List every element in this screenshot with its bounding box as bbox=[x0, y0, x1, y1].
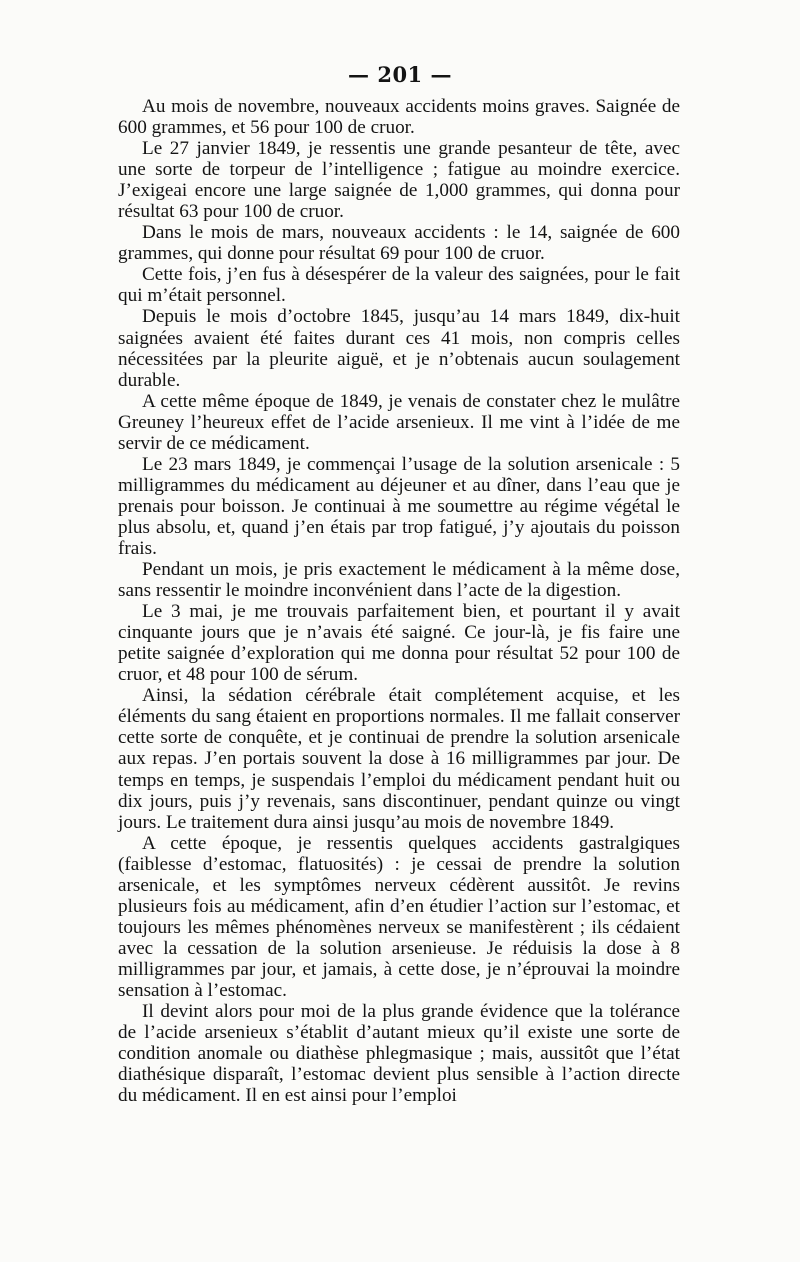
paragraph-sedation: Ainsi, la sédation cérébrale était complétement acquise, et les éléments du sang étaient en proportions normales. Il me fallait conserver cette sorte de conquête, et je continuai de prendre la solution arsenicale aux repas. J’en portais souvent la dose à 16 milligrammes par jour. De temps en temps, je suspendais l’emploi du médicament pendant huit ou dix jours, puis j’y revenais, sans discontinuer, pendant quinze ou vingt jours. Le traitement dura ainsi jusqu’au mois de novembre 1849. bbox=[118, 685, 680, 833]
paragraph-tolerance: Il devint alors pour moi de la plus grande évidence que la tolérance de l’acide arsenieux s’établit d’autant mieux qu’il existe une sorte de condition anomale ou diathèse phlegmasique ; mais, aussitôt que l’état diathésique disparaît, l’estomac devient plus sensible à l’action directe du médicament. Il en est ainsi pour l’emploi bbox=[118, 1001, 680, 1107]
paragraph-gastralgic: A cette époque, je ressentis quelques accidents gastralgiques (faiblesse d’estomac, flatuosités) : je cessai de prendre la solution arsenicale, et les symptômes nerveux cédèrent aussitôt. Je revins plusieurs fois au médicament, afin d’en étudier l’action sur l’estomac, et toujours les mêmes phénomènes nerveux se manifestèrent ; ils cédaient avec la cessation de la solution arsenieuse. Je réduisis la dose à 8 milligrammes par jour, et jamais, à cette dose, je n’éprouvai la moindre sensation à l’estomac. bbox=[118, 832, 680, 1001]
body-text bbox=[118, 96, 680, 1106]
paragraph-despair: Cette fois, j’en fus à désespérer de la valeur des saignées, pour le fait qui m’était personnel. bbox=[118, 264, 680, 307]
paragraph-greuney: A cette même époque de 1849, je venais de constater chez le mulâtre Greuney l’heureux effet de l’acide arsenieux. Il me vint à l’idée de me servir de ce médicament. bbox=[118, 390, 680, 454]
page-number: — 201 — bbox=[348, 62, 452, 87]
paragraph-november: Au mois de novembre, nouveaux accidents moins graves. Saignée de 600 grammes, et 56 pour 100 de cruor. bbox=[118, 96, 680, 139]
paragraph-may-3: Le 3 mai, je me trouvais parfaitement bien, et pourtant il y avait cinquante jours que je n’avais été saigné. Ce jour-là, je fis faire une petite saignée d’exploration qui me donna pour résultat 52 pour 100 de cruor, et 48 pour 100 de sérum. bbox=[118, 601, 680, 686]
paragraph-one-month: Pendant un mois, je pris exactement le médicament à la même dose, sans ressentir le moindre inconvénient dans l’acte de la digestion. bbox=[118, 559, 680, 602]
paragraph-eighteen-bleedings: Depuis le mois d’octobre 1845, jusqu’au 14 mars 1849, dix-huit saignées avaient été faites durant ces 41 mois, non compris celles nécessitées par la pleurite aiguë, et je n’obtenais aucun soulagement durable. bbox=[118, 306, 680, 391]
paragraph-march: Dans le mois de mars, nouveaux accidents : le 14, saignée de 600 grammes, qui donne pour résultat 69 pour 100 de cruor. bbox=[118, 222, 680, 265]
paragraph-january-1849: Le 27 janvier 1849, je ressentis une grande pesanteur de tête, avec une sorte de torpeur de l’intelligence ; fatigue au moindre exercice. J’exigeai encore une large saignée de 1,000 grammes, qui donna pour résultat 63 pour 100 de cruor. bbox=[118, 138, 680, 223]
paragraph-march-23: Le 23 mars 1849, je commençai l’usage de la solution arsenicale : 5 milligrammes du médicament au déjeuner et au dîner, dans l’eau que je prenais pour boisson. Je continuai à me soumettre au régime végétal le plus absolu, et, quand j’en étais par trop fatigué, j’y ajoutais du poisson frais. bbox=[118, 453, 680, 559]
